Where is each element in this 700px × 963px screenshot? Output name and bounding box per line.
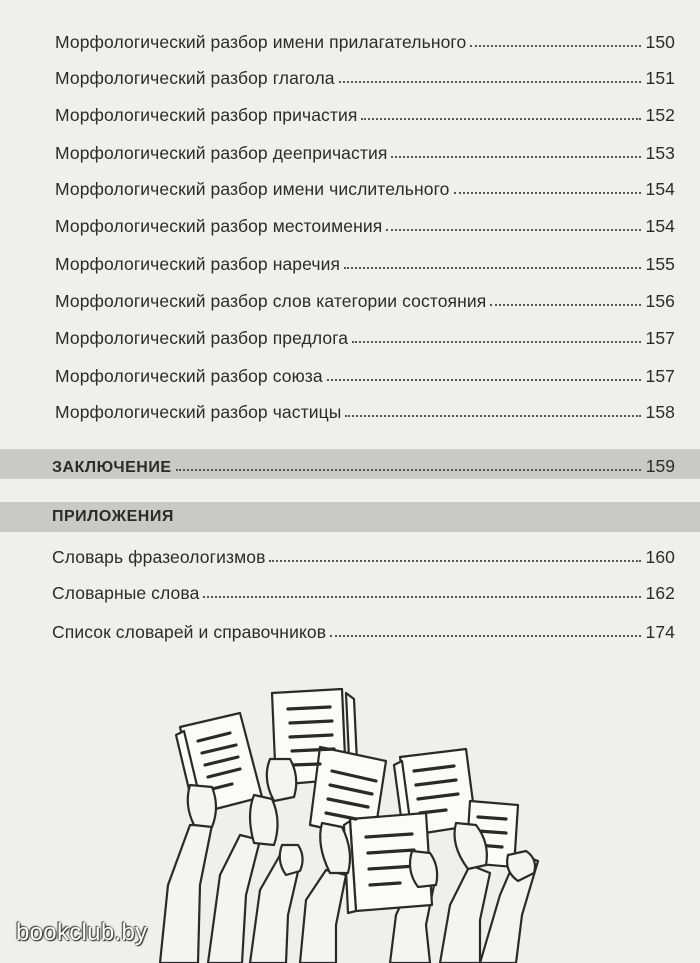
appendix-heading: ПРИЛОЖЕНИЯ	[52, 508, 174, 525]
toc-entry-label: Словарь фразеологизмов	[52, 547, 266, 567]
toc-entry-page: 157	[645, 366, 675, 386]
toc-entry-label: Морфологический разбор местоимения	[55, 216, 383, 236]
toc-entry-label: Морфологический разбор глагола	[55, 68, 335, 88]
toc-entry-page: 158	[645, 402, 675, 422]
dot-leader	[339, 81, 641, 83]
toc-entry-page: 153	[645, 143, 675, 163]
conclusion-label: ЗАКЛЮЧЕНИЕ	[52, 459, 172, 476]
toc-entry	[55, 27, 675, 53]
toc-entry-page: 157	[645, 328, 675, 348]
dot-leader	[391, 156, 641, 158]
toc-entry	[55, 211, 675, 237]
dot-leader	[330, 635, 641, 637]
toc-entry-label: Морфологический разбор предлога	[55, 328, 349, 348]
toc-entry-label: Морфологический разбор имени числительного	[55, 179, 450, 199]
toc-entry-label: Морфологический разбор имени прилагательного	[55, 32, 467, 52]
toc-entry	[52, 542, 675, 568]
dot-leader	[176, 469, 642, 471]
toc-entry	[55, 323, 675, 349]
toc-entry	[52, 578, 675, 604]
toc-entry	[55, 286, 675, 312]
dot-leader	[470, 45, 641, 47]
toc-entry	[55, 397, 675, 423]
toc-entry	[55, 249, 675, 275]
dot-leader	[203, 596, 641, 598]
toc-entry-label: Морфологический разбор частицы	[55, 402, 342, 422]
dot-leader	[345, 415, 641, 417]
toc-entry-page: 151	[645, 68, 675, 88]
toc-entry-page: 162	[645, 583, 675, 603]
toc-entry-page: 150	[645, 32, 675, 52]
watermark-text: bookclub.by	[16, 919, 148, 946]
toc-entry	[55, 63, 675, 89]
toc-entry	[55, 174, 675, 200]
dot-leader	[361, 118, 641, 120]
conclusion-page: 159	[645, 456, 675, 476]
dot-leader	[269, 560, 641, 562]
toc-entry-label: Морфологический разбор деепричастия	[55, 143, 388, 163]
toc-entry	[52, 617, 675, 643]
raised-hands-with-papers-illustration	[150, 675, 550, 963]
toc-entry-label: Морфологический разбор союза	[55, 366, 323, 386]
dot-leader	[386, 229, 641, 231]
dot-leader	[352, 341, 641, 343]
toc-entry-label: Список словарей и справочников	[52, 622, 327, 642]
toc-entry	[55, 100, 675, 126]
toc-entry	[55, 138, 675, 164]
toc-entry-page: 154	[645, 216, 675, 236]
toc-entry-page: 154	[645, 179, 675, 199]
toc-entry-label: Морфологический разбор слов категории состояния	[55, 291, 487, 311]
toc-entry-page: 155	[645, 254, 675, 274]
toc-entry-label: Морфологический разбор наречия	[55, 254, 341, 274]
dot-leader	[327, 379, 641, 381]
toc-entry-page: 156	[645, 291, 675, 311]
toc-entry-label: Морфологический разбор причастия	[55, 105, 358, 125]
toc-entry-label: Словарные слова	[52, 583, 200, 603]
dot-leader	[454, 192, 642, 194]
dot-leader	[490, 304, 641, 306]
toc-entry-page: 160	[645, 547, 675, 567]
toc-entry-page: 174	[645, 622, 675, 642]
dot-leader	[344, 267, 641, 269]
toc-entry	[55, 361, 675, 387]
conclusion-entry	[52, 451, 675, 477]
toc-entry-page: 152	[645, 105, 675, 125]
